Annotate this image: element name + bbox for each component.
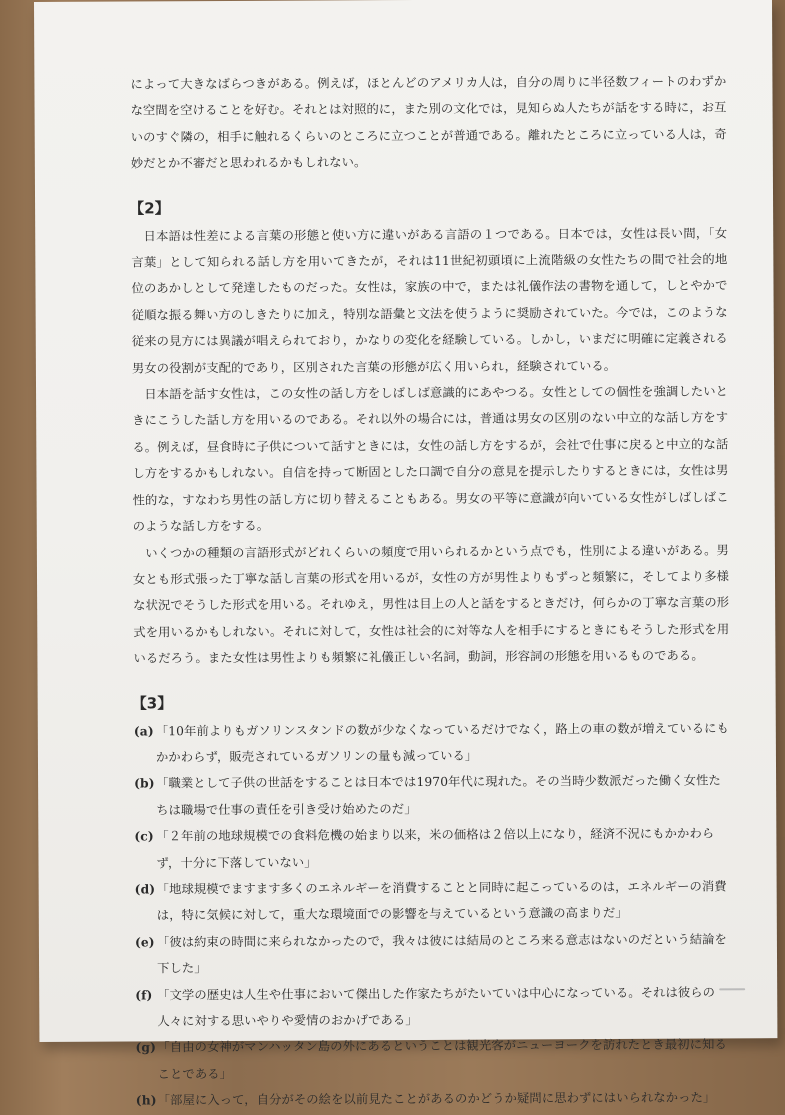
document-content [130, 68, 731, 1114]
item-text: 「２年前の地球規模での食料危機の始まり以来，米の価格は２倍以上になり，経済不況にもかかわらず，十分に下落していない」 [156, 826, 715, 870]
section2-paragraph-2: 日本語を話す女性は，この女性の話し方をしばしば意識的にあやつる。女性としての個性を強調したいときにこうした話し方を用いるのである。それ以外の場合には，普通は男女の区別のない中立的な話し方をする。例えば，昼食時に子供について話すときには，女性の話し方をするが，会社で仕事に戻ると中立的な話し方をするかもしれない。自信を持って断固とした口調で自分の意見を提示したりするときには，女性は男性的な，すなわち男性の話し方に切り替えることもある。男女の平等に意識が向いている女性がしばしばこのような話し方をする。 [132, 384, 729, 534]
item-label: (h) [135, 1092, 157, 1108]
item-text: 「自由の女神がマンハッタン島の外にあるということは観光客がニューヨークを訪れたとき最初に知ることである」 [157, 1037, 727, 1082]
list-item-f [135, 979, 731, 1035]
item-label: (e) [134, 934, 155, 950]
item-label: (f) [135, 986, 153, 1003]
list-item-h [136, 1085, 732, 1115]
list-item-d [135, 873, 731, 929]
item-text: 「10年前よりもガソリンスタンドの数が少なくなっているだけでなく，路上の車の数が増えているにもかかわらず，販売されているガソリンの量も減っている」 [155, 720, 729, 765]
section3-heading: 【3】 [131, 693, 173, 713]
list-item-c [134, 821, 730, 877]
item-label: (c) [134, 828, 154, 844]
item-label: (b) [134, 775, 155, 791]
list-item-b [134, 768, 730, 824]
section2-paragraph-1: 日本語は性差による言葉の形態と使い方に違いがある言語の１つである。日本では，女性は長い間，「女言葉」として知られる話し方を用いてきたが，それは11世紀初頭頃に上流階級の女性たちの間で社会的地位のあかしとして発達したものだった。女性は，家族の中で，または礼儀作法の書物を通して，しとやかで従順な振る舞い方のしきたりに加え，特別な語彙と文法を使うように奨励されていた。今では，このような従来の見方には異議が唱えられており，かなりの変化を経験している。しかし，いまだに明確に定義される男女の役割が支配的であり，区別された言葉の形態が広く用いられ，経験されている。 [131, 225, 728, 376]
paper-mark [719, 988, 745, 990]
list-item-g [135, 1032, 731, 1088]
section1-paragraph: によって大きなばらつきがある。例えば，ほとんどのアメリカ人は，自分の周りに半径数フィートのわずかな空間を空けることを好む。それとは対照的に，また別の文化では，見知らぬ人たちが話をする時に，お互いのすぐ隣の，相手に触れるくらいのところに立つことが普通である。離れたところに立っている人は，奇妙だとか不審だと思われるかもしれない。 [130, 74, 727, 171]
section2-heading: 【2】 [129, 198, 170, 218]
item-text: 「部屋に入って，自分がその絵を以前見たことがあるのかどうか疑問に思わずにはいられなかった」 [157, 1090, 716, 1108]
document-page [34, 0, 777, 1108]
list-item-e [135, 926, 731, 982]
list-item-a [134, 715, 730, 771]
section2-paragraph-3: いくつかの種類の言語形式がどれくらいの頻度で用いられるかという点でも，性別による違いがある。男女とも形式張った丁寧な話し言葉の形式を用いるが，女性の方が男性よりもずっと頻繁に，そしてより多様な状況でそうした形式を用いる。それゆえ，男性は目上の人と話をするときだけ，何らかの丁寧な言葉の形式を用いるかもしれない。それに対して，女性は社会的に対等な人を相手にするときにもそうした形式を用いるだろう。また女性は男性よりも頻繁に礼儀正しい名詞，動詞，形容詞の形態を用いるものである。 [132, 542, 730, 666]
item-text: 「文学の歴史は人生や仕事において傑出した作家たちがたいていは中心になっている。それは彼らの人々に対する思いやりや愛情のおかげである」 [157, 985, 716, 1029]
item-text: 「地球規模でますます多くのエネルギーを消費することと同時に起こっているのは，エネルギーの消費は，特に気候に対して，重大な環境面での影響を与えているという意識の高まりだ」 [156, 879, 727, 923]
item-text: 「職業として子供の世話をすることは日本では1970年代に現れた。その当時少数派だった働く女性たちは職場で仕事の責任を引き受け始めたのだ」 [156, 773, 721, 818]
item-text: 「彼は約束の時間に来られなかったので，我々は彼には結局のところ来る意志はないのだという結論を下した」 [156, 932, 727, 976]
item-label: (d) [134, 881, 156, 897]
item-label: (g) [135, 1039, 157, 1055]
item-label: (a) [133, 722, 154, 739]
